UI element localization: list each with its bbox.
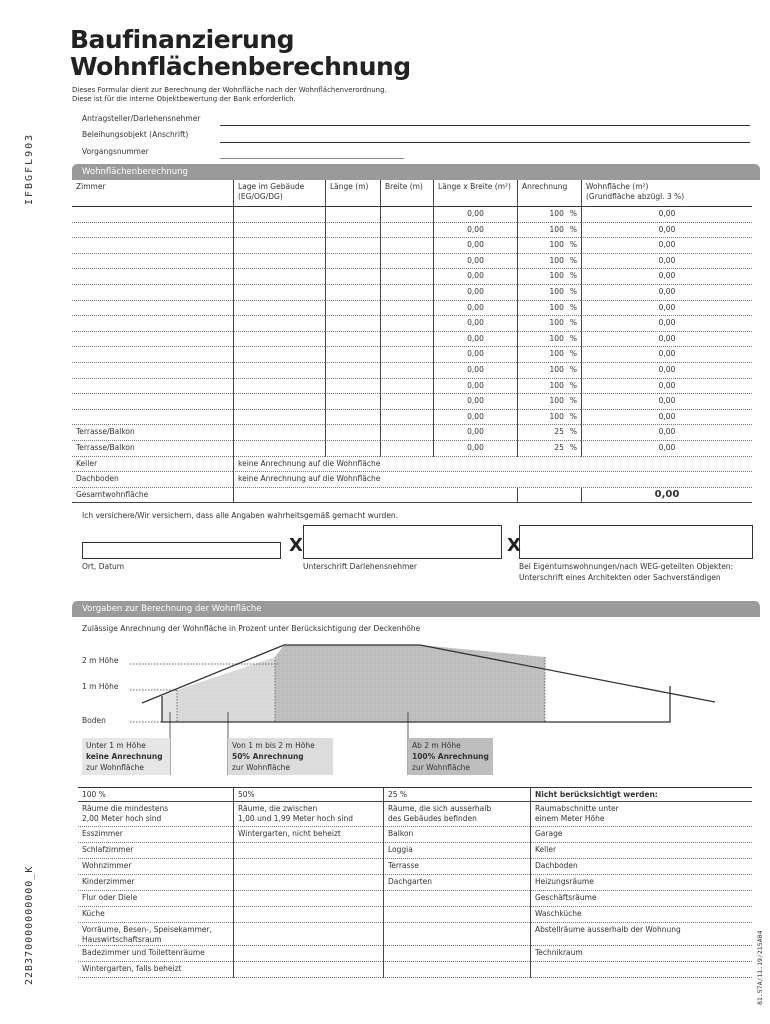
area-value: 0,00 bbox=[433, 207, 517, 223]
percent-value: 100 bbox=[549, 224, 564, 234]
area-value: 0,00 bbox=[433, 223, 517, 239]
rules-column-header: 50% bbox=[233, 788, 383, 802]
legend-no-credit bbox=[82, 738, 170, 775]
rules-table-cell: Räume, die sich ausserhalb des Gebäudes befinden bbox=[383, 802, 530, 827]
percent-value: 100 bbox=[549, 333, 564, 343]
percent-value: 100 bbox=[549, 396, 564, 406]
column-header-flaeche: Länge x Breite (m²) bbox=[433, 180, 517, 207]
percent-sign: % bbox=[569, 380, 577, 390]
room-name-input[interactable]: Terrasse/Balkon bbox=[72, 425, 233, 441]
column-header-zimmer: Zimmer bbox=[72, 180, 233, 207]
place-date-label: Ort, Datum bbox=[82, 562, 125, 571]
rules-table-cell bbox=[233, 843, 383, 859]
rules-table-cell: Flur oder Diele bbox=[78, 891, 233, 907]
percent-value: 100 bbox=[549, 302, 564, 312]
level-2m-label: 2 m Höhe bbox=[82, 656, 119, 665]
total-value: 0,00 bbox=[581, 488, 752, 504]
legend-100-credit bbox=[408, 738, 493, 775]
living-area-value: 0,00 bbox=[581, 441, 752, 457]
column-header-lage: Lage im Gebäude (EG/OG/DG) bbox=[233, 180, 325, 207]
intro-line: Dieses Formular dient zur Berechnung der Wohnfläche nach der Wohnflächenverordnung. bbox=[72, 86, 387, 94]
rules-table-cell: Räume die mindestens 2,00 Meter hoch sind bbox=[78, 802, 233, 827]
percent-sign: % bbox=[569, 209, 577, 218]
rules-table-cell: Wintergarten, falls beheizt bbox=[78, 962, 233, 978]
rules-table-cell bbox=[233, 923, 383, 946]
percent-sign: % bbox=[569, 302, 577, 312]
property-label: Beleihungsobjekt (Anschrift) bbox=[82, 130, 189, 139]
rules-table-cell: Loggia bbox=[383, 843, 530, 859]
rules-table-cell bbox=[233, 859, 383, 875]
area-value: 0,00 bbox=[433, 254, 517, 270]
rules-table-cell: Technikraum bbox=[530, 946, 752, 962]
form-code-top: IFBGFL903 bbox=[24, 132, 35, 205]
rules-column-header: Nicht berücksichtigt werden: bbox=[530, 788, 752, 802]
area-value: 0,00 bbox=[433, 425, 517, 441]
living-area-value: 0,00 bbox=[581, 425, 752, 441]
living-area-value: 0,00 bbox=[581, 363, 752, 379]
living-area-value: 0,00 bbox=[581, 394, 752, 410]
percent-value: 100 bbox=[549, 349, 564, 359]
area-value: 0,00 bbox=[433, 332, 517, 348]
legend-line: zur Wohnfläche bbox=[412, 763, 471, 772]
rules-table-cell: Waschküche bbox=[530, 907, 752, 923]
column-header-wohnflaeche: Wohnfläche (m²) (Grundfläche abzügl. 3 %) bbox=[581, 180, 752, 207]
percent-value: 100 bbox=[549, 365, 564, 374]
rules-table-cell: Badezimmer und Toilettenräume bbox=[78, 946, 233, 962]
keller-note: keine Anrechnung auf die Wohnfläche bbox=[233, 457, 752, 473]
area-value: 0,00 bbox=[433, 441, 517, 457]
area-value: 0,00 bbox=[433, 394, 517, 410]
living-area-value: 0,00 bbox=[581, 254, 752, 270]
legend-line: 50% Anrechnung bbox=[232, 752, 304, 761]
level-floor-label: Boden bbox=[82, 716, 106, 725]
legend-line: 100% Anrechnung bbox=[412, 752, 489, 761]
applicant-label: Antragsteller/Darlehensnehmer bbox=[82, 114, 201, 123]
percent-sign: % bbox=[569, 365, 577, 374]
rules-table-cell: Räume, die zwischen 1,00 und 1,99 Meter hoch sind bbox=[233, 802, 383, 827]
signature-x-icon: X bbox=[289, 535, 303, 556]
percent-sign: % bbox=[569, 240, 577, 250]
living-area-value: 0,00 bbox=[581, 238, 752, 254]
area-value: 0,00 bbox=[433, 301, 517, 317]
section-header-rules: Vorgaben zur Berechnung der Wohnfläche bbox=[72, 601, 760, 617]
total-label: Gesamtwohnfläche bbox=[72, 488, 233, 504]
area-value: 0,00 bbox=[433, 347, 517, 363]
percent-sign: % bbox=[569, 349, 577, 359]
percent-sign: % bbox=[569, 255, 577, 265]
room-name-input[interactable]: Terrasse/Balkon bbox=[72, 441, 233, 457]
legend-line: zur Wohnfläche bbox=[232, 763, 291, 772]
rules-table-cell: Wintergarten, nicht beheizt bbox=[233, 827, 383, 843]
rules-table-cell bbox=[233, 907, 383, 923]
borrower-signature-label: Unterschrift Darlehensnehmer bbox=[303, 562, 417, 571]
living-area-value: 0,00 bbox=[581, 269, 752, 285]
case-number-label: Vorgangsnummer bbox=[82, 147, 149, 156]
section-header-calculation: Wohnflächenberechnung bbox=[72, 164, 760, 180]
living-area-value: 0,00 bbox=[581, 379, 752, 395]
rules-table-cell: Keller bbox=[530, 843, 752, 859]
legend-50-credit bbox=[228, 738, 333, 775]
percent-value: 100 bbox=[549, 287, 564, 296]
percent-value: 25 bbox=[554, 427, 564, 437]
rules-table-cell: Geschäftsräume bbox=[530, 891, 752, 907]
percent-sign: % bbox=[569, 224, 577, 234]
living-area-value: 0,00 bbox=[581, 207, 752, 223]
title-line-2: Wohnflächenberechnung bbox=[70, 52, 411, 81]
area-value: 0,00 bbox=[433, 316, 517, 332]
legend-line: Ab 2 m Höhe bbox=[412, 741, 461, 750]
percent-sign: % bbox=[569, 443, 577, 452]
rules-table-cell: Dachgarten bbox=[383, 875, 530, 891]
living-area-value: 0,00 bbox=[581, 332, 752, 348]
percent-sign: % bbox=[569, 333, 577, 343]
rules-column-header: 25 % bbox=[383, 788, 530, 802]
legend-line: keine Anrechnung bbox=[86, 752, 163, 761]
area-value: 0,00 bbox=[433, 269, 517, 285]
form-code-bottom: 22B370000000000_K bbox=[24, 865, 35, 985]
percent-sign: % bbox=[569, 287, 577, 296]
area-value: 0,00 bbox=[433, 379, 517, 395]
area-value: 0,00 bbox=[433, 363, 517, 379]
rules-table-cell bbox=[383, 962, 530, 978]
keller-label: Keller bbox=[72, 457, 233, 473]
intro-line: Diese ist für die interne Objektbewertung der Bank erforderlich. bbox=[72, 95, 296, 103]
legend-line: zur Wohnfläche bbox=[86, 763, 145, 772]
living-area-value: 0,00 bbox=[581, 301, 752, 317]
rules-table-cell bbox=[383, 891, 530, 907]
column-header-anrechnung: Anrechnung bbox=[517, 180, 581, 207]
rules-table-cell: Balkon bbox=[383, 827, 530, 843]
dachboden-note: keine Anrechnung auf die Wohnfläche bbox=[233, 472, 752, 488]
rules-table-cell: Abstellräume ausserhalb der Wohnung bbox=[530, 923, 752, 946]
living-area-value: 0,00 bbox=[581, 410, 752, 426]
rules-table-cell: Heizungsräume bbox=[530, 875, 752, 891]
signature-x-icon: X bbox=[507, 535, 521, 556]
legend-line: Von 1 m bis 2 m Höhe bbox=[232, 741, 315, 750]
version-code: 81.57A/11.19/215A04 bbox=[756, 930, 764, 1005]
column-header-laenge: Länge (m) bbox=[325, 180, 380, 207]
dachboden-label: Dachboden bbox=[72, 472, 233, 488]
percent-sign: % bbox=[569, 396, 577, 406]
living-area-value: 0,00 bbox=[581, 223, 752, 239]
rules-table-cell: Vorräume, Besen-, Speisekammer, Hauswirtschaftsraum bbox=[78, 923, 233, 946]
rules-table-cell bbox=[530, 962, 752, 978]
percent-sign: % bbox=[569, 271, 577, 281]
rules-table-cell bbox=[383, 946, 530, 962]
living-area-value: 0,00 bbox=[581, 347, 752, 363]
percent-value: 100 bbox=[549, 271, 564, 281]
legend-line: Unter 1 m Höhe bbox=[86, 741, 146, 750]
percent-value: 100 bbox=[549, 380, 564, 390]
rules-table-cell: Raumabschnitte unter einem Meter Höhe bbox=[530, 802, 752, 827]
percent-sign: % bbox=[569, 427, 577, 437]
rules-table-cell bbox=[383, 923, 530, 946]
rules-table-cell: Dachboden bbox=[530, 859, 752, 875]
rules-table-cell: Küche bbox=[78, 907, 233, 923]
rules-table-cell bbox=[233, 962, 383, 978]
rules-table-cell bbox=[383, 907, 530, 923]
percent-value: 100 bbox=[549, 240, 564, 250]
area-value: 0,00 bbox=[433, 238, 517, 254]
percent-value: 100 bbox=[549, 318, 564, 328]
rules-table-cell: Schlafzimmer bbox=[78, 843, 233, 859]
percent-value: 100 bbox=[549, 255, 564, 265]
column-header-breite: Breite (m) bbox=[380, 180, 433, 207]
architect-signature-label: Bei Eigentumswohnungen/nach WEG-geteilten Objekten: Unterschrift eines Architekten oder Sachverständigen bbox=[519, 562, 734, 582]
rules-table-cell bbox=[233, 875, 383, 891]
rules-table-cell: Wohnzimmer bbox=[78, 859, 233, 875]
rules-table-cell: Garage bbox=[530, 827, 752, 843]
rules-column-header: 100 % bbox=[78, 788, 233, 802]
percent-sign: % bbox=[569, 411, 577, 421]
living-area-value: 0,00 bbox=[581, 316, 752, 332]
area-value: 0,00 bbox=[433, 410, 517, 426]
rules-table-cell: Terrasse bbox=[383, 859, 530, 875]
rules-table-cell: Esszimmer bbox=[78, 827, 233, 843]
area-value: 0,00 bbox=[433, 285, 517, 301]
living-area-value: 0,00 bbox=[581, 285, 752, 301]
level-1m-label: 1 m Höhe bbox=[82, 682, 119, 691]
rules-table-cell bbox=[233, 946, 383, 962]
declaration-text: Ich versichere/Wir versichern, dass alle Angaben wahrheitsgemäß gemacht wurden. bbox=[82, 511, 399, 520]
percent-value: 100 bbox=[549, 209, 564, 218]
percent-sign: % bbox=[569, 318, 577, 328]
title-line-1: Baufinanzierung bbox=[70, 25, 295, 54]
rules-table-cell bbox=[233, 891, 383, 907]
percent-value: 100 bbox=[549, 411, 564, 421]
percent-value: 25 bbox=[554, 443, 564, 452]
rules-subtitle: Zulässige Anrechnung der Wohnfläche in Prozent unter Berücksichtigung der Deckenhöhe bbox=[82, 624, 421, 633]
rules-table-cell: Kinderzimmer bbox=[78, 875, 233, 891]
